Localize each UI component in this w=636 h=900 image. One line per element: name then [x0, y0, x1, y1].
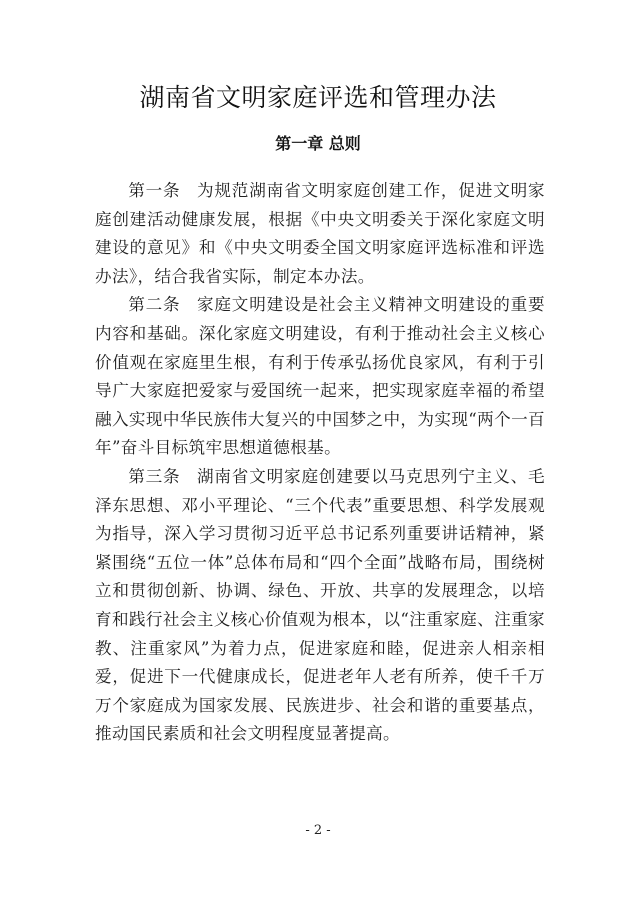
article-paragraph [95, 463, 545, 749]
article-text: 家庭文明建设是社会主义精神文明建设的重要内容和基础。深化家庭文明建设，有利于推动社会主义核心价值观在家庭里生根，有利于传承弘扬优良家风，有利于引导广大家庭把爱家与爱国统一起来，把实现家庭幸福的希望融入实现中华民族伟大复兴的中国梦之中，为实现“两个一百年”奋斗目标筑牢思想道德根基。 [95, 295, 545, 458]
page-number: - 2 - [305, 823, 331, 838]
article-text: 湖南省文明家庭创建要以马克思列宁主义、毛泽东思想、邓小平理论、“三个代表”重要思想、科学发展观为指导，深入学习贯彻习近平总书记系列重要讲话精神，紧紧围绕“五位一体”总体布局和“四个全面”战略布局，围绕树立和贯彻创新、协调、绿色、开放、共享的发展理念，以培育和践行社会主义核心价值观为根本，以“注重家庭、注重家教、注重家风”为着力点，促进家庭和睦，促进亲人相亲相爱，促进下一代健康成长，促进老年人老有所养，使千千万万个家庭成为国家发展、民族进步、社会和谐的重要基点，推动国民素质和社会文明程度显著提高。 [95, 466, 545, 744]
article-label: 第二条 [128, 295, 181, 315]
chapter-heading: 第一章 总则 [275, 134, 361, 153]
article-text: 为规范湖南省文明家庭创建工作，促进文明家庭创建活动健康发展，根据《中央文明委关于深化家庭文明建设的意见》和《中央文明委全国文明家庭评选标准和评选办法》，结合我省实际，制定本办法。 [95, 181, 545, 286]
document-body [95, 177, 545, 749]
article-paragraph [95, 291, 545, 463]
document-title: 湖南省文明家庭评选和管理办法 [139, 83, 497, 112]
article-paragraph [95, 177, 545, 291]
article-label: 第三条 [128, 466, 181, 486]
article-label: 第一条 [128, 181, 181, 200]
